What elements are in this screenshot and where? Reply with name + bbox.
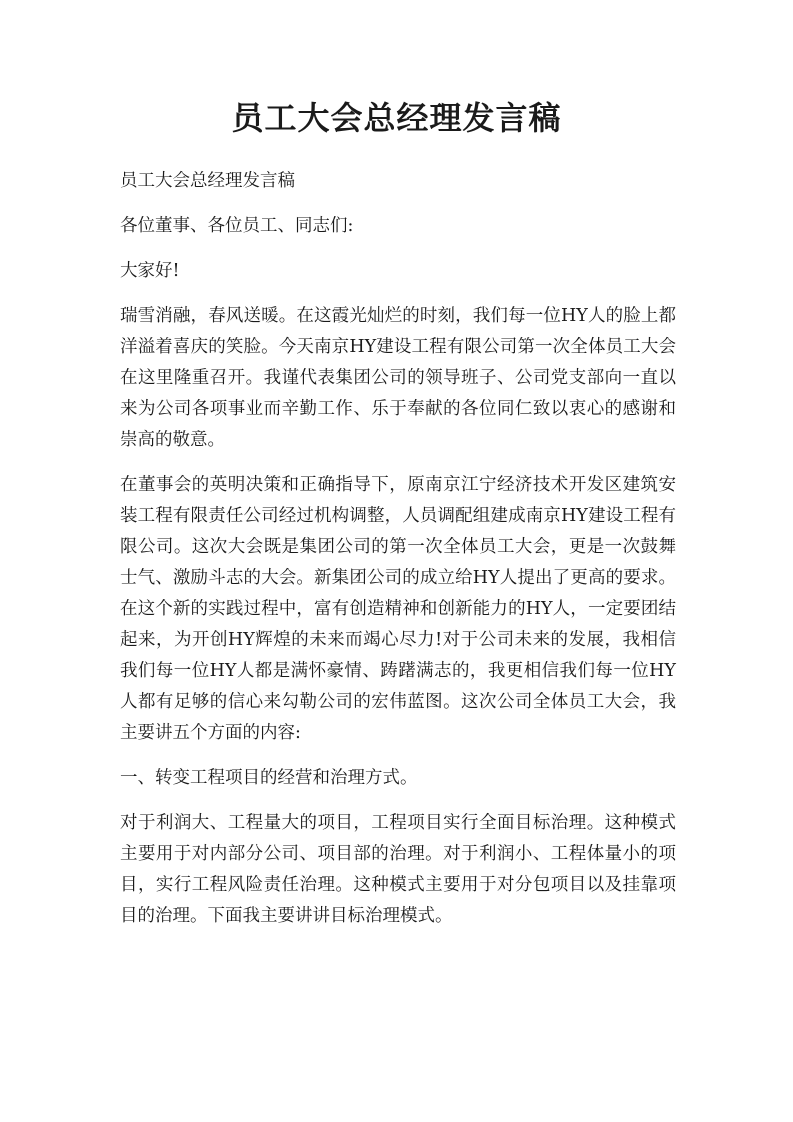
document-body [120, 166, 676, 946]
paragraph-section-content: 对于利润大、工程量大的项目，工程项目实行全面目标治理。这种模式主要用于对内部分公司、项目部的治理。对于利润小、工程体量小的项目，实行工程风险责任治理。这种模式主要用于对分包项目以及挂靠项目的治理。下面我主要讲讲目标治理模式。 [120, 813, 676, 926]
paragraph-greeting: 大家好! [120, 261, 180, 281]
paragraph-opening: 瑞雪消融，春风送暖。在这霞光灿烂的时刻，我们每一位HY人的脸上都洋溢着喜庆的笑脸。今天南京HY建设工程有限公司第一次全体员工大会在这里隆重召开。我谨代表集团公司的领导班子、公司党支部向一直以来为公司各项事业而辛勤工作、乐于奉献的各位同仁致以衷心的感谢和崇高的敬意。 [120, 306, 676, 450]
paragraph-section-heading: 一、转变工程项目的经营和治理方式。 [120, 768, 418, 788]
paragraph-background: 在董事会的英明决策和正确指导下，原南京江宁经济技术开发区建筑安装工程有限责任公司经过机构调整，人员调配组建成南京HY建设工程有限公司。这次大会既是集团公司的第一次全体员工大会，更是一次鼓舞士气、激励斗志的大会。新集团公司的成立给HY人提出了更高的要求。在这个新的实践过程中，富有创造精神和创新能力的HY人，一定要团结起来，为开创HY辉煌的未来而竭心尽力!对于公司未来的发展，我相信我们每一位HY人都是满怀豪情、踌躇满志的，我更相信我们每一位HY人都有足够的信心来勾勒公司的宏伟蓝图。这次公司全体员工大会，我主要讲五个方面的内容: [120, 475, 676, 743]
paragraph-subtitle: 员工大会总经理发言稿 [120, 171, 295, 191]
paragraph-salutation: 各位董事、各位员工、同志们: [120, 216, 354, 236]
document-title: 员工大会总经理发言稿 [231, 99, 562, 137]
